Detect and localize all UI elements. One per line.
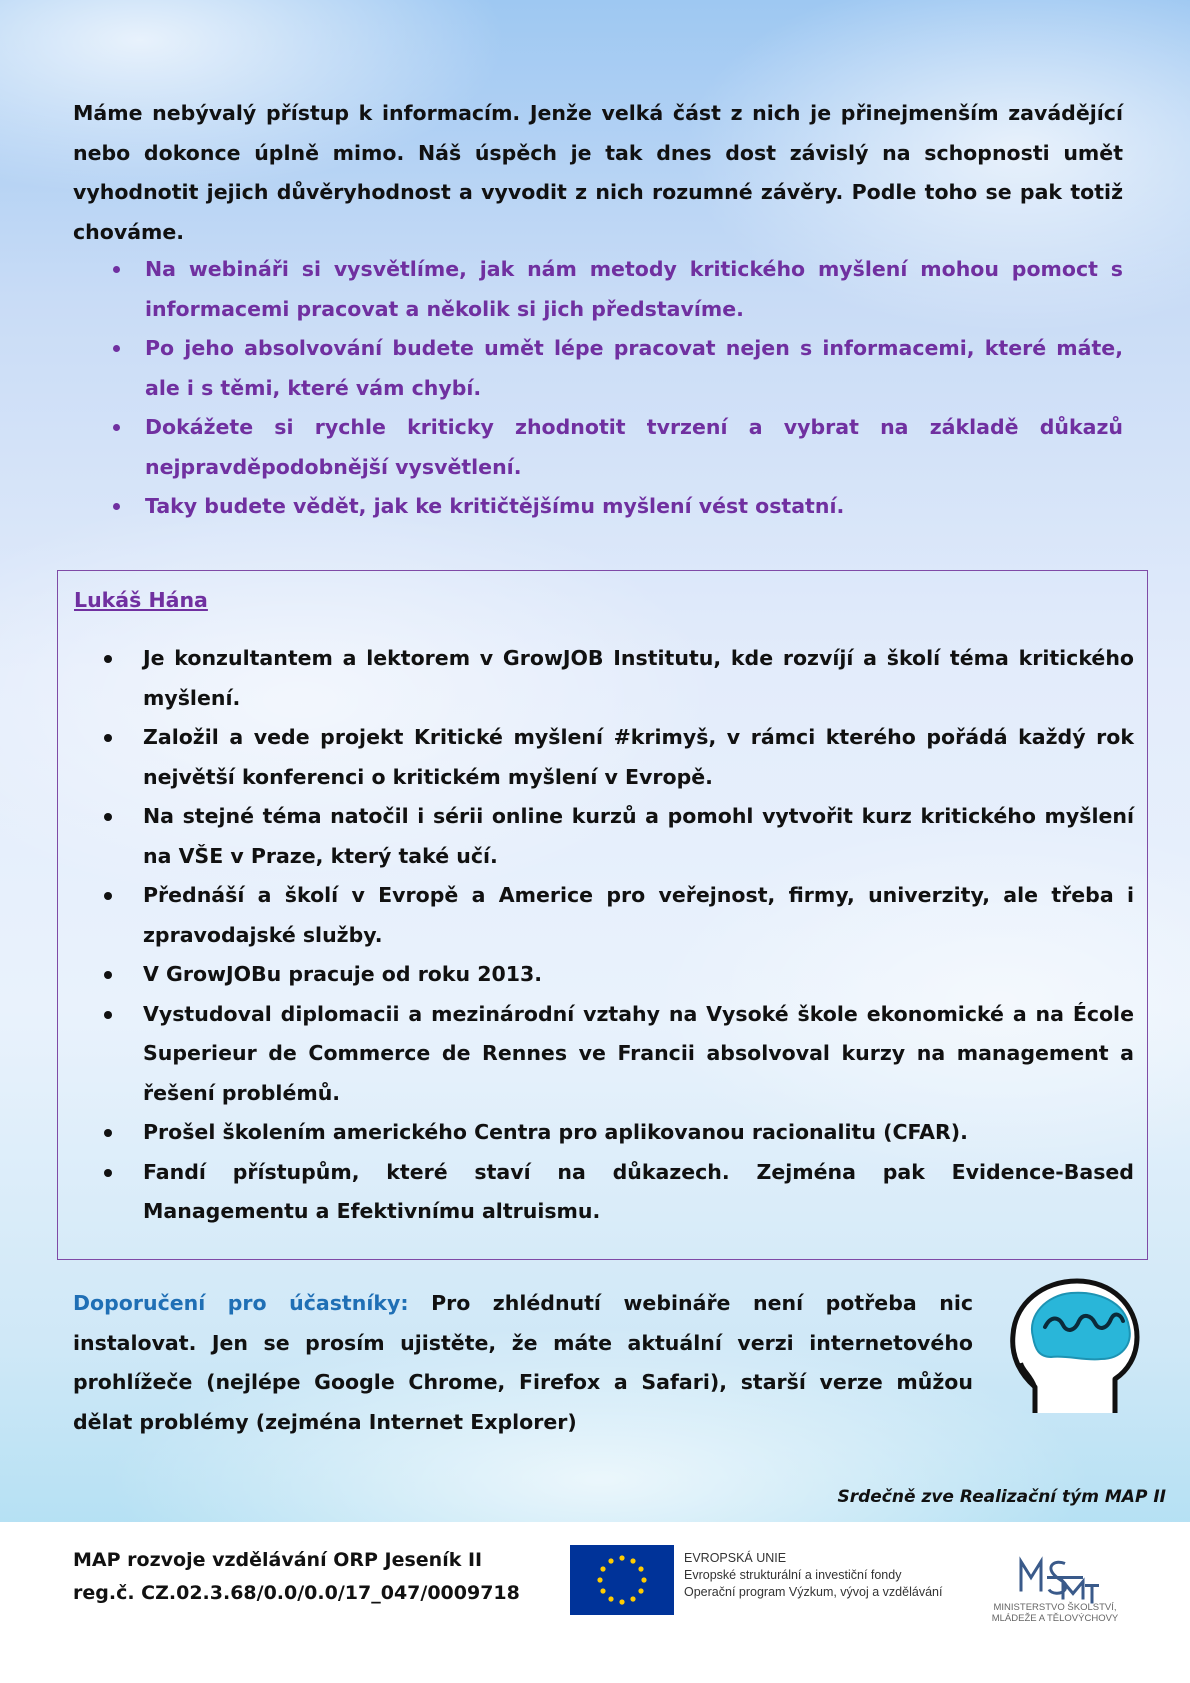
benefit-item: Na webináři si vysvětlíme, jak nám metody kritického myšlení mohou pomoct s informacemi pracovat a několik si jich představíme.: [100, 250, 1123, 329]
recommendation-text: Pro zhlédnutí webináře není potřeba nic instalovat. Jen se prosím ujistěte, že máte aktuální verzi internetového prohlížeče (nejlépe Google Chrome, Firefox a Safari), starší verze můžou dělat problémy (zejména Internet Explorer): [73, 1291, 973, 1434]
lecturer-name: Lukáš Hána: [74, 588, 208, 612]
benefit-item: Taky budete vědět, jak ke kritičtějšímu myšlení vést ostatní.: [100, 487, 1123, 527]
lecturer-bio-box: [57, 570, 1148, 1260]
eu-funding-text: [684, 1550, 942, 1601]
bio-item: V GrowJOBu pracuje od roku 2013.: [98, 955, 1134, 995]
bio-item: Vystudoval diplomacii a mezinárodní vztahy na Vysoké škole ekonomické a na École Superieur de Commerce de Rennes ve Francii absolvoval kurzy na management a řešení problémů.: [98, 995, 1134, 1114]
bio-item: Na stejné téma natočil i sérii online kurzů a pomohl vytvořit kurz kritického myšlení na VŠE v Praze, který také učí.: [98, 797, 1134, 876]
head-brain-icon: [1005, 1275, 1145, 1420]
registration-number: reg.č. CZ.02.3.68/0.0/0.0/17_047/0009718: [73, 1582, 520, 1604]
footer-project-info: [73, 1544, 520, 1610]
recommendation-paragraph: [73, 1284, 973, 1442]
benefits-list: [100, 250, 1123, 527]
intro-paragraph: Máme nebývalý přístup k informacím. Jenže velká část z nich je přinejmenším zavádějící nebo dokonce úplně mimo. Náš úspěch je tak dnes dost závislý na schopnosti umět vyhodnotit jejich důvěryhodnost a vyvodit z nich rozumné závěry. Podle toho se pak totiž chováme.: [73, 101, 1123, 244]
bio-item: Je konzultantem a lektorem v GrowJOB Institutu, kde rozvíjí a školí téma kritického myšlení.: [98, 639, 1134, 718]
benefit-item: Po jeho absolvování budete umět lépe pracovat nejen s informacemi, které máte, ale i s těmi, které vám chybí.: [100, 329, 1123, 408]
msmt-line: MINISTERSTVO ŠKOLSTVÍ,: [993, 1602, 1117, 1613]
msmt-text: [985, 1602, 1125, 1624]
project-name: MAP rozvoje vzdělávání ORP Jeseník II: [73, 1549, 483, 1571]
bio-item: Prošel školením amerického Centra pro aplikovanou racionalitu (CFAR).: [98, 1113, 1134, 1153]
recommendation-label: Doporučení pro účastníky:: [73, 1291, 409, 1315]
eu-line: Operační program Výzkum, vývoj a vzdělávání: [684, 1585, 943, 1599]
eu-line: Evropské strukturální a investiční fondy: [684, 1568, 902, 1582]
eu-flag-icon: [570, 1545, 674, 1615]
signature: Srdečně zve Realizační tým MAP II: [837, 1487, 1166, 1507]
footer: [0, 1522, 1190, 1683]
bio-item: Přednáší a školí v Evropě a Americe pro veřejnost, firmy, univerzity, ale třeba i zpravodajské služby.: [98, 876, 1134, 955]
eu-line: EVROPSKÁ UNIE: [684, 1551, 787, 1565]
bio-item: Založil a vede projekt Kritické myšlení #krimyš, v rámci kterého pořádá každý rok největší konferenci o kritickém myšlení v Evropě.: [98, 718, 1134, 797]
benefit-item: Dokážete si rychle kriticky zhodnotit tvrzení a vybrat na základě důkazů nejpravděpodobnější vysvětlení.: [100, 408, 1123, 487]
msmt-line: MLÁDEŽE A TĚLOVÝCHOVY: [991, 1613, 1119, 1624]
lecturer-bio-list: [98, 639, 1134, 1232]
bio-item: Fandí přístupům, které staví na důkazech. Zejména pak Evidence-Based Managementu a Efektivnímu altruismu.: [98, 1153, 1134, 1232]
